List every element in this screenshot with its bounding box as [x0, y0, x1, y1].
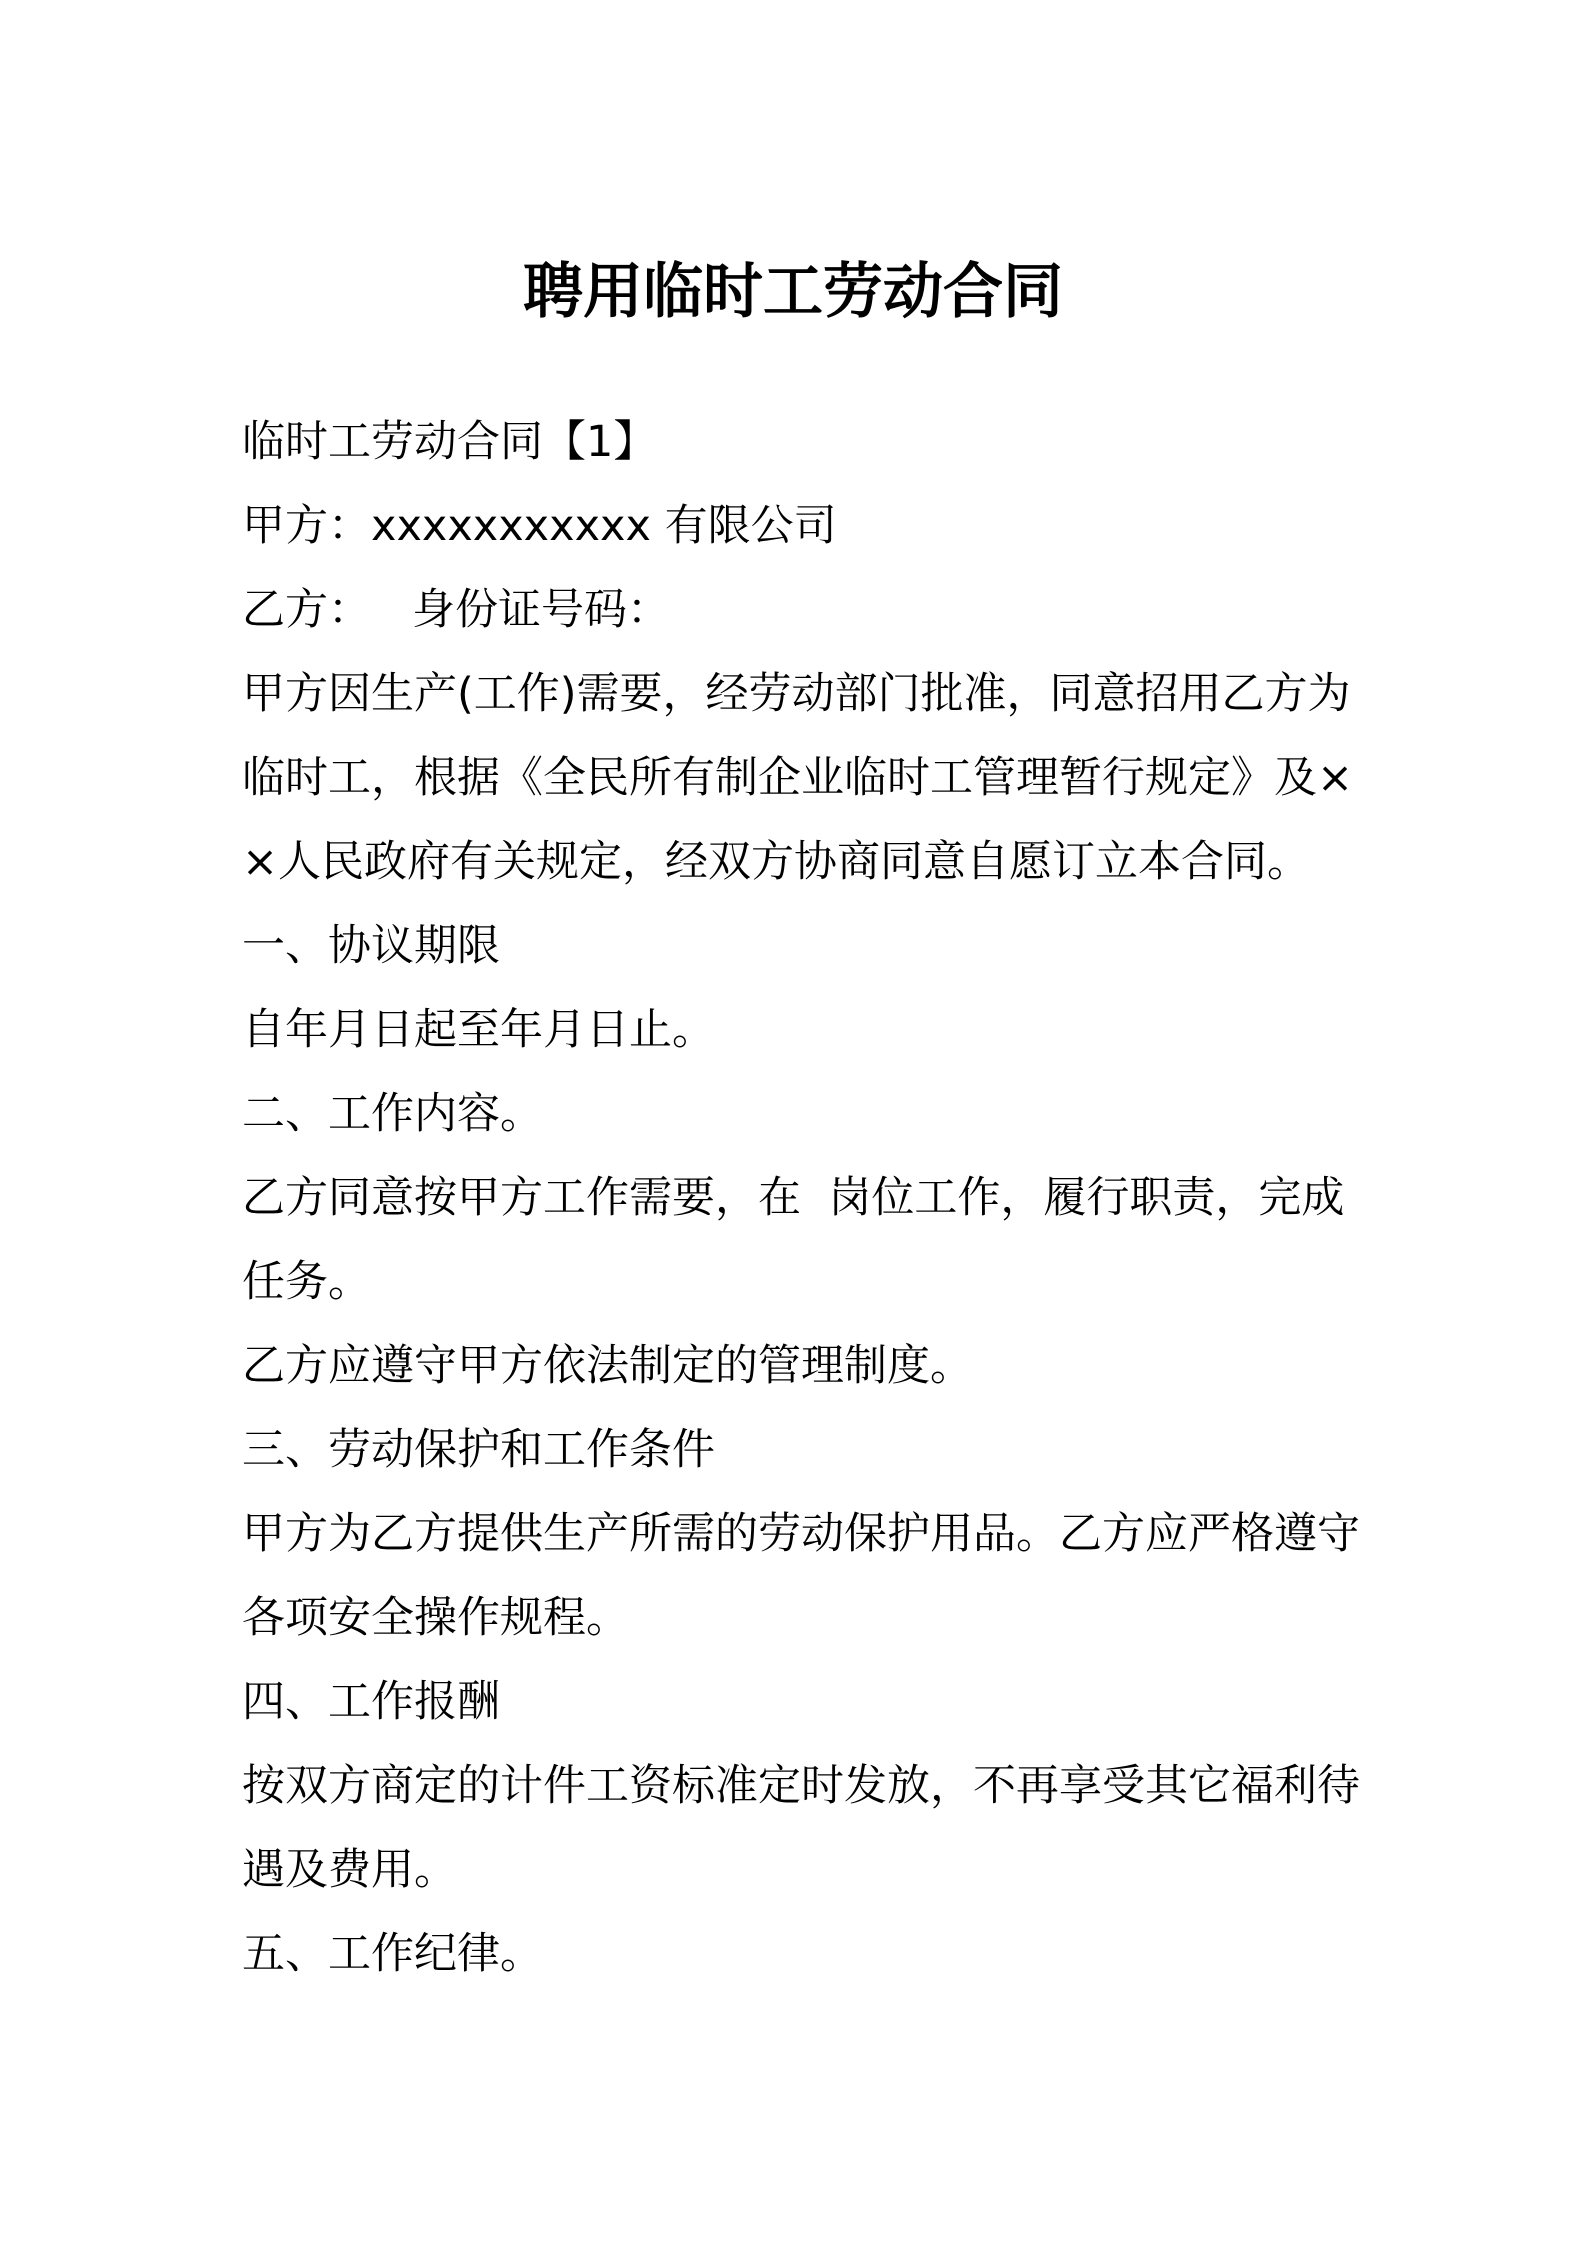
- section-2-heading: 二、工作内容。: [242, 1089, 543, 1139]
- section-4-text-line-2: 遇及费用。: [242, 1845, 457, 1895]
- contract-subtitle: 临时工劳动合同【1】: [242, 417, 657, 467]
- section-1-heading: 一、协议期限: [242, 921, 500, 971]
- intro-line-2: 临时工，根据《全民所有制企业临时工管理暂行规定》及×: [242, 753, 1354, 803]
- intro-line-1: 甲方因生产(工作)需要，经劳动部门批准，同意招用乙方为: [242, 669, 1351, 719]
- section-1-text: 自年月日起至年月日止。: [242, 1005, 715, 1055]
- section-4-heading: 四、工作报酬: [242, 1677, 500, 1727]
- section-2-text-line-3: 乙方应遵守甲方依法制定的管理制度。: [242, 1341, 973, 1391]
- section-2-text-line-2: 任务。: [242, 1257, 371, 1307]
- intro-line-3: ×人民政府有关规定，经双方协商同意自愿订立本合同。: [242, 837, 1311, 887]
- party-b-line: 乙方： 身份证号码：: [242, 585, 671, 635]
- document-body: [242, 400, 1362, 1996]
- party-a-line: 甲方：xxxxxxxxxxx 有限公司: [242, 501, 837, 551]
- section-5-heading: 五、工作纪律。: [242, 1929, 543, 1979]
- document-title: 聘用临时工劳动合同: [523, 257, 1063, 327]
- section-3-text-line-2: 各项安全操作规程。: [242, 1593, 629, 1643]
- section-2-text-line-1: 乙方同意按甲方工作需要，在 岗位工作，履行职责，完成: [242, 1173, 1345, 1223]
- section-3-text-line-1: 甲方为乙方提供生产所需的劳动保护用品。乙方应严格遵守: [242, 1509, 1360, 1559]
- section-3-heading: 三、劳动保护和工作条件: [242, 1425, 715, 1475]
- section-4-text-line-1: 按双方商定的计件工资标准定时发放，不再享受其它福利待: [242, 1761, 1360, 1811]
